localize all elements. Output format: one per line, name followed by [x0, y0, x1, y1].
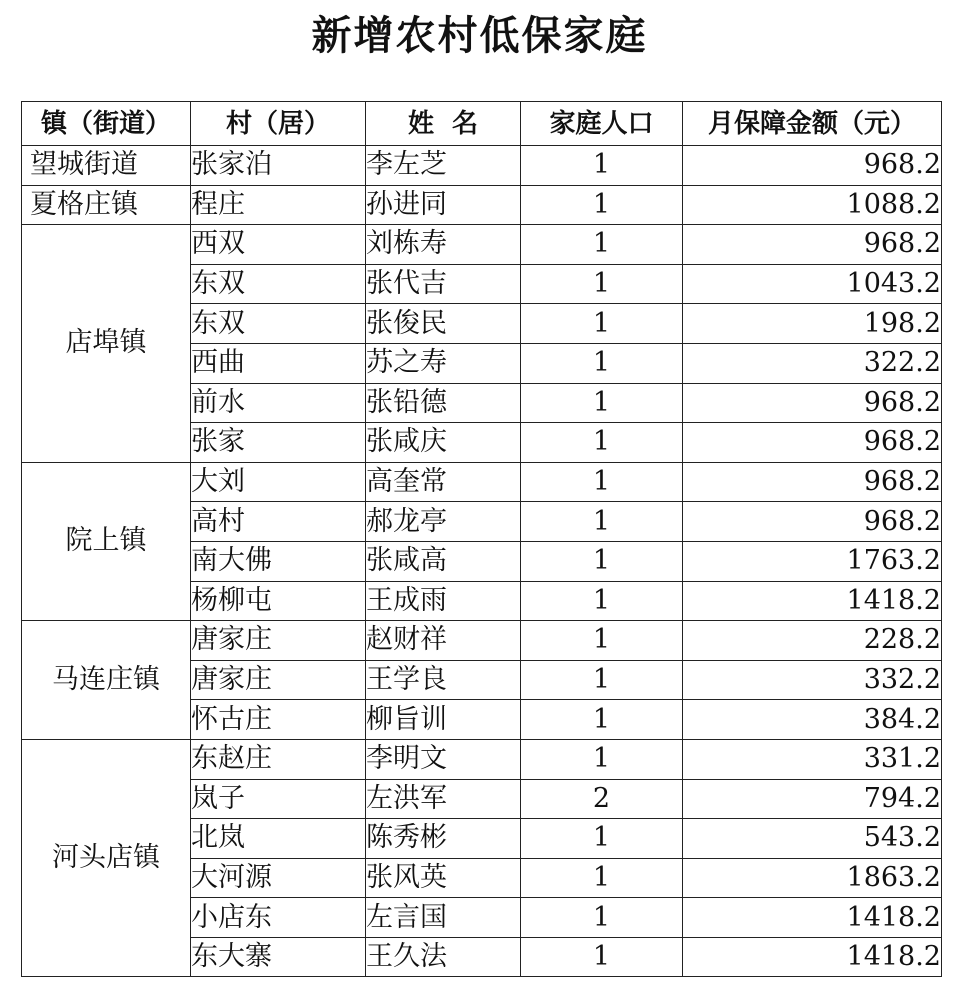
household-size-cell: 1 [521, 462, 683, 502]
table-row [22, 185, 942, 225]
village-cell: 大刘 [191, 462, 366, 502]
header-household-size: 家庭人口 [521, 102, 683, 146]
household-size-cell: 1 [521, 185, 683, 225]
household-size-cell: 1 [521, 660, 683, 700]
monthly-amount-cell: 543.2 [683, 819, 942, 859]
monthly-amount-cell: 1043.2 [683, 264, 942, 304]
village-cell: 张家泊 [191, 146, 366, 186]
name-cell: 张铅德 [366, 383, 521, 423]
village-cell: 怀古庄 [191, 700, 366, 740]
name-cell: 赵财祥 [366, 621, 521, 661]
name-cell: 柳旨训 [366, 700, 521, 740]
monthly-amount-cell: 968.2 [683, 146, 942, 186]
household-size-cell: 1 [521, 898, 683, 938]
village-cell: 小店东 [191, 898, 366, 938]
household-size-cell: 2 [521, 779, 683, 819]
town-cell: 夏格庄镇 [22, 185, 191, 225]
name-cell: 王久法 [366, 937, 521, 977]
household-size-cell: 1 [521, 343, 683, 383]
monthly-amount-cell: 384.2 [683, 700, 942, 740]
village-cell: 程庄 [191, 185, 366, 225]
monthly-amount-cell: 968.2 [683, 383, 942, 423]
name-cell: 张咸庆 [366, 423, 521, 463]
monthly-amount-cell: 331.2 [683, 739, 942, 779]
name-cell: 郝龙亭 [366, 502, 521, 542]
household-size-cell: 1 [521, 541, 683, 581]
monthly-amount-cell: 968.2 [683, 502, 942, 542]
town-cell: 河头店镇 [22, 739, 191, 977]
name-cell: 刘栋寿 [366, 225, 521, 265]
household-size-cell: 1 [521, 383, 683, 423]
household-size-cell: 1 [521, 225, 683, 265]
document-title: 新增农村低保家庭 [311, 13, 648, 59]
village-cell: 北岚 [191, 819, 366, 859]
header-monthly-amount: 月保障金额（元） [683, 102, 942, 146]
monthly-amount-cell: 1763.2 [683, 541, 942, 581]
household-size-cell: 1 [521, 700, 683, 740]
village-cell: 张家 [191, 423, 366, 463]
household-size-cell: 1 [521, 937, 683, 977]
household-size-cell: 1 [521, 502, 683, 542]
name-cell: 李明文 [366, 739, 521, 779]
town-cell: 马连庄镇 [22, 621, 191, 740]
monthly-amount-cell: 968.2 [683, 423, 942, 463]
table-row [22, 621, 942, 661]
village-cell: 东双 [191, 304, 366, 344]
name-cell: 张风英 [366, 858, 521, 898]
name-cell: 王学良 [366, 660, 521, 700]
village-cell: 杨柳屯 [191, 581, 366, 621]
village-cell: 唐家庄 [191, 621, 366, 661]
table-row [22, 739, 942, 779]
table-row [22, 462, 942, 502]
table-row [22, 146, 942, 186]
table-row [22, 225, 942, 265]
village-cell: 大河源 [191, 858, 366, 898]
monthly-amount-cell: 968.2 [683, 462, 942, 502]
village-cell: 唐家庄 [191, 660, 366, 700]
monthly-amount-cell: 794.2 [683, 779, 942, 819]
name-cell: 左洪军 [366, 779, 521, 819]
name-cell: 张俊民 [366, 304, 521, 344]
household-size-cell: 1 [521, 146, 683, 186]
household-size-cell: 1 [521, 858, 683, 898]
monthly-amount-cell: 332.2 [683, 660, 942, 700]
monthly-amount-cell: 228.2 [683, 621, 942, 661]
household-size-cell: 1 [521, 423, 683, 463]
monthly-amount-cell: 198.2 [683, 304, 942, 344]
household-size-cell: 1 [521, 739, 683, 779]
village-cell: 西曲 [191, 343, 366, 383]
village-cell: 东大寨 [191, 937, 366, 977]
low-income-families-table [21, 101, 942, 977]
name-cell: 苏之寿 [366, 343, 521, 383]
monthly-amount-cell: 1088.2 [683, 185, 942, 225]
header-name: 姓 名 [366, 102, 521, 146]
monthly-amount-cell: 1418.2 [683, 581, 942, 621]
town-cell: 望城街道 [22, 146, 191, 186]
name-cell: 左言国 [366, 898, 521, 938]
household-size-cell: 1 [521, 581, 683, 621]
name-cell: 李左芝 [366, 146, 521, 186]
household-size-cell: 1 [521, 819, 683, 859]
town-cell: 店埠镇 [22, 225, 191, 463]
header-town: 镇（街道） [22, 102, 191, 146]
name-cell: 陈秀彬 [366, 819, 521, 859]
household-size-cell: 1 [521, 621, 683, 661]
monthly-amount-cell: 1863.2 [683, 858, 942, 898]
household-size-cell: 1 [521, 304, 683, 344]
name-cell: 张代吉 [366, 264, 521, 304]
name-cell: 孙进同 [366, 185, 521, 225]
village-cell: 高村 [191, 502, 366, 542]
village-cell: 南大佛 [191, 541, 366, 581]
town-cell: 院上镇 [22, 462, 191, 620]
household-size-cell: 1 [521, 264, 683, 304]
monthly-amount-cell: 1418.2 [683, 937, 942, 977]
monthly-amount-cell: 1418.2 [683, 898, 942, 938]
table-body [22, 146, 942, 977]
name-cell: 高奎常 [366, 462, 521, 502]
village-cell: 前水 [191, 383, 366, 423]
village-cell: 岚子 [191, 779, 366, 819]
name-cell: 张咸高 [366, 541, 521, 581]
village-cell: 东双 [191, 264, 366, 304]
village-cell: 西双 [191, 225, 366, 265]
monthly-amount-cell: 322.2 [683, 343, 942, 383]
village-cell: 东赵庄 [191, 739, 366, 779]
monthly-amount-cell: 968.2 [683, 225, 942, 265]
table-header-row [22, 102, 942, 146]
name-cell: 王成雨 [366, 581, 521, 621]
header-village: 村（居） [191, 102, 366, 146]
